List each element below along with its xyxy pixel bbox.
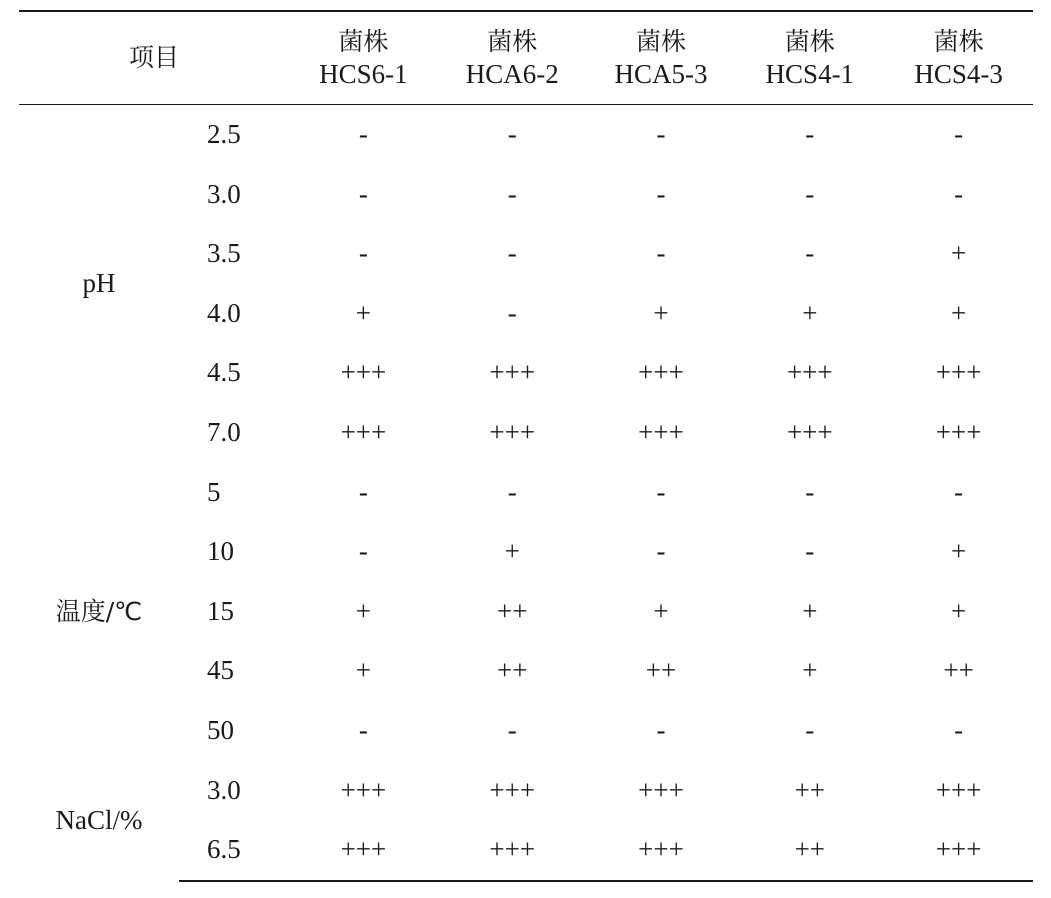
growth-value-cell: -	[805, 476, 815, 507]
growth-value-cell: ++	[496, 595, 528, 626]
growth-value-cell: -	[954, 476, 964, 507]
growth-value-cell: -	[954, 714, 964, 745]
row-level: 4.0	[207, 297, 241, 328]
growth-value-cell: +	[950, 238, 967, 269]
growth-value-cell: -	[358, 238, 368, 269]
growth-value-cell: ++	[794, 774, 826, 805]
header-strain-code: HCS4-1	[765, 59, 855, 89]
group-temperature-label	[19, 463, 179, 761]
growth-value-cell: +	[653, 297, 669, 328]
group-ph-label	[19, 105, 179, 463]
growth-value-cell: -	[805, 238, 815, 269]
row-level: 15	[207, 595, 234, 626]
growth-value-cell: +++	[935, 774, 982, 805]
row-level: 45	[207, 655, 234, 686]
growth-value-cell: +++	[638, 416, 684, 447]
row-level: 4.5	[207, 357, 241, 388]
growth-value-cell: +	[355, 595, 372, 626]
growth-value-cell: -	[656, 476, 666, 507]
growth-value-cell: +++	[638, 774, 684, 805]
growth-value-cell: +++	[489, 357, 536, 388]
growth-value-cell: -	[805, 536, 815, 567]
header-strain-label: 菌株	[636, 27, 687, 56]
table-row	[19, 105, 1033, 165]
growth-value-cell: -	[507, 297, 517, 328]
growth-value-cell: +	[355, 655, 372, 686]
group-nacl-label	[19, 761, 179, 881]
growth-value-cell: +++	[786, 357, 833, 388]
growth-value-cell: +	[802, 655, 818, 686]
growth-value-cell: ++	[943, 655, 974, 686]
growth-value-cell: +	[802, 595, 818, 626]
table-row	[19, 463, 1033, 523]
growth-value-cell: ++	[735, 820, 884, 881]
growth-value-cell: +	[950, 297, 967, 328]
growth-value-cell: +++	[340, 774, 387, 805]
growth-value-cell: ++	[496, 655, 528, 686]
row-level: 6.5	[179, 820, 289, 881]
row-level: 5	[207, 476, 221, 507]
growth-value-cell: -	[507, 476, 517, 507]
header-strain-label: 菌株	[933, 27, 984, 56]
growth-value-cell: -	[656, 119, 666, 149]
row-level: 3.5	[207, 238, 241, 269]
growth-value-cell: +++	[638, 357, 684, 388]
tolerance-table	[19, 10, 1033, 882]
growth-value-cell: +++	[786, 416, 833, 447]
growth-value-cell: -	[507, 178, 517, 209]
growth-value-cell: +	[802, 297, 818, 328]
growth-value-cell: +++	[438, 820, 587, 881]
growth-value-cell: +	[504, 536, 520, 567]
growth-value-cell: -	[358, 178, 368, 209]
growth-value-cell: +	[355, 297, 372, 328]
growth-value-cell: -	[656, 238, 666, 269]
growth-value-cell: +++	[340, 416, 387, 447]
header-strain-hcs4-1	[735, 11, 884, 105]
growth-value-cell: +++	[935, 357, 982, 388]
header-strain-hca6-2	[438, 11, 587, 105]
table-header	[19, 11, 1033, 105]
growth-value-cell: -	[954, 119, 964, 149]
growth-value-cell: +++	[289, 820, 438, 881]
header-strain-hcs4-3	[884, 11, 1033, 105]
growth-value-cell: +	[950, 595, 967, 626]
growth-value-cell: -	[656, 536, 666, 567]
growth-value-cell: +++	[884, 820, 1033, 881]
growth-value-cell: -	[954, 178, 964, 209]
growth-value-cell: +++	[489, 774, 536, 805]
group-label-text: pH	[82, 267, 116, 298]
row-level: 10	[207, 536, 234, 567]
header-strain-label: 菌株	[338, 27, 389, 56]
growth-value-cell: -	[805, 119, 815, 149]
header-item: 项目	[19, 11, 289, 105]
header-row	[19, 11, 1033, 105]
growth-value-cell: -	[805, 714, 815, 745]
growth-value-cell: -	[656, 714, 666, 745]
table-body	[19, 105, 1033, 881]
header-strain-label: 菌株	[784, 27, 835, 56]
header-strain-code: HCS4-3	[914, 59, 1003, 89]
row-level: 2.5	[207, 119, 241, 149]
group-label-text: NaCl/%	[55, 804, 143, 835]
growth-value-cell: +++	[587, 820, 736, 881]
header-strain-label: 菌株	[487, 27, 538, 56]
row-level: 3.0	[207, 774, 241, 805]
row-level: 50	[207, 714, 234, 745]
growth-value-cell: ++	[645, 655, 677, 686]
growth-value-cell: -	[358, 119, 368, 149]
growth-value-cell: +	[653, 595, 669, 626]
growth-value-cell: -	[656, 178, 666, 209]
row-level: 7.0	[207, 416, 241, 447]
table-row	[19, 761, 1033, 821]
header-strain-code: HCS6-1	[319, 59, 408, 89]
growth-value-cell: -	[358, 476, 368, 507]
growth-value-cell: +++	[340, 357, 387, 388]
growth-value-cell: +++	[935, 416, 982, 447]
growth-value-cell: +++	[489, 416, 536, 447]
growth-value-cell: -	[507, 714, 517, 745]
header-strain-hcs6-1	[289, 11, 438, 105]
group-label-text: 温度/℃	[55, 596, 143, 626]
growth-value-cell: -	[507, 119, 517, 149]
header-strain-hca5-3	[587, 11, 736, 105]
growth-value-cell: -	[805, 178, 815, 209]
growth-value-cell: -	[507, 238, 517, 269]
header-strain-code: HCA5-3	[614, 59, 708, 89]
growth-value-cell: +	[950, 536, 967, 567]
tolerance-table-container	[19, 10, 1033, 882]
row-level: 3.0	[207, 178, 241, 209]
growth-value-cell: -	[358, 714, 368, 745]
growth-value-cell: -	[358, 536, 368, 567]
header-strain-code: HCA6-2	[465, 59, 559, 89]
